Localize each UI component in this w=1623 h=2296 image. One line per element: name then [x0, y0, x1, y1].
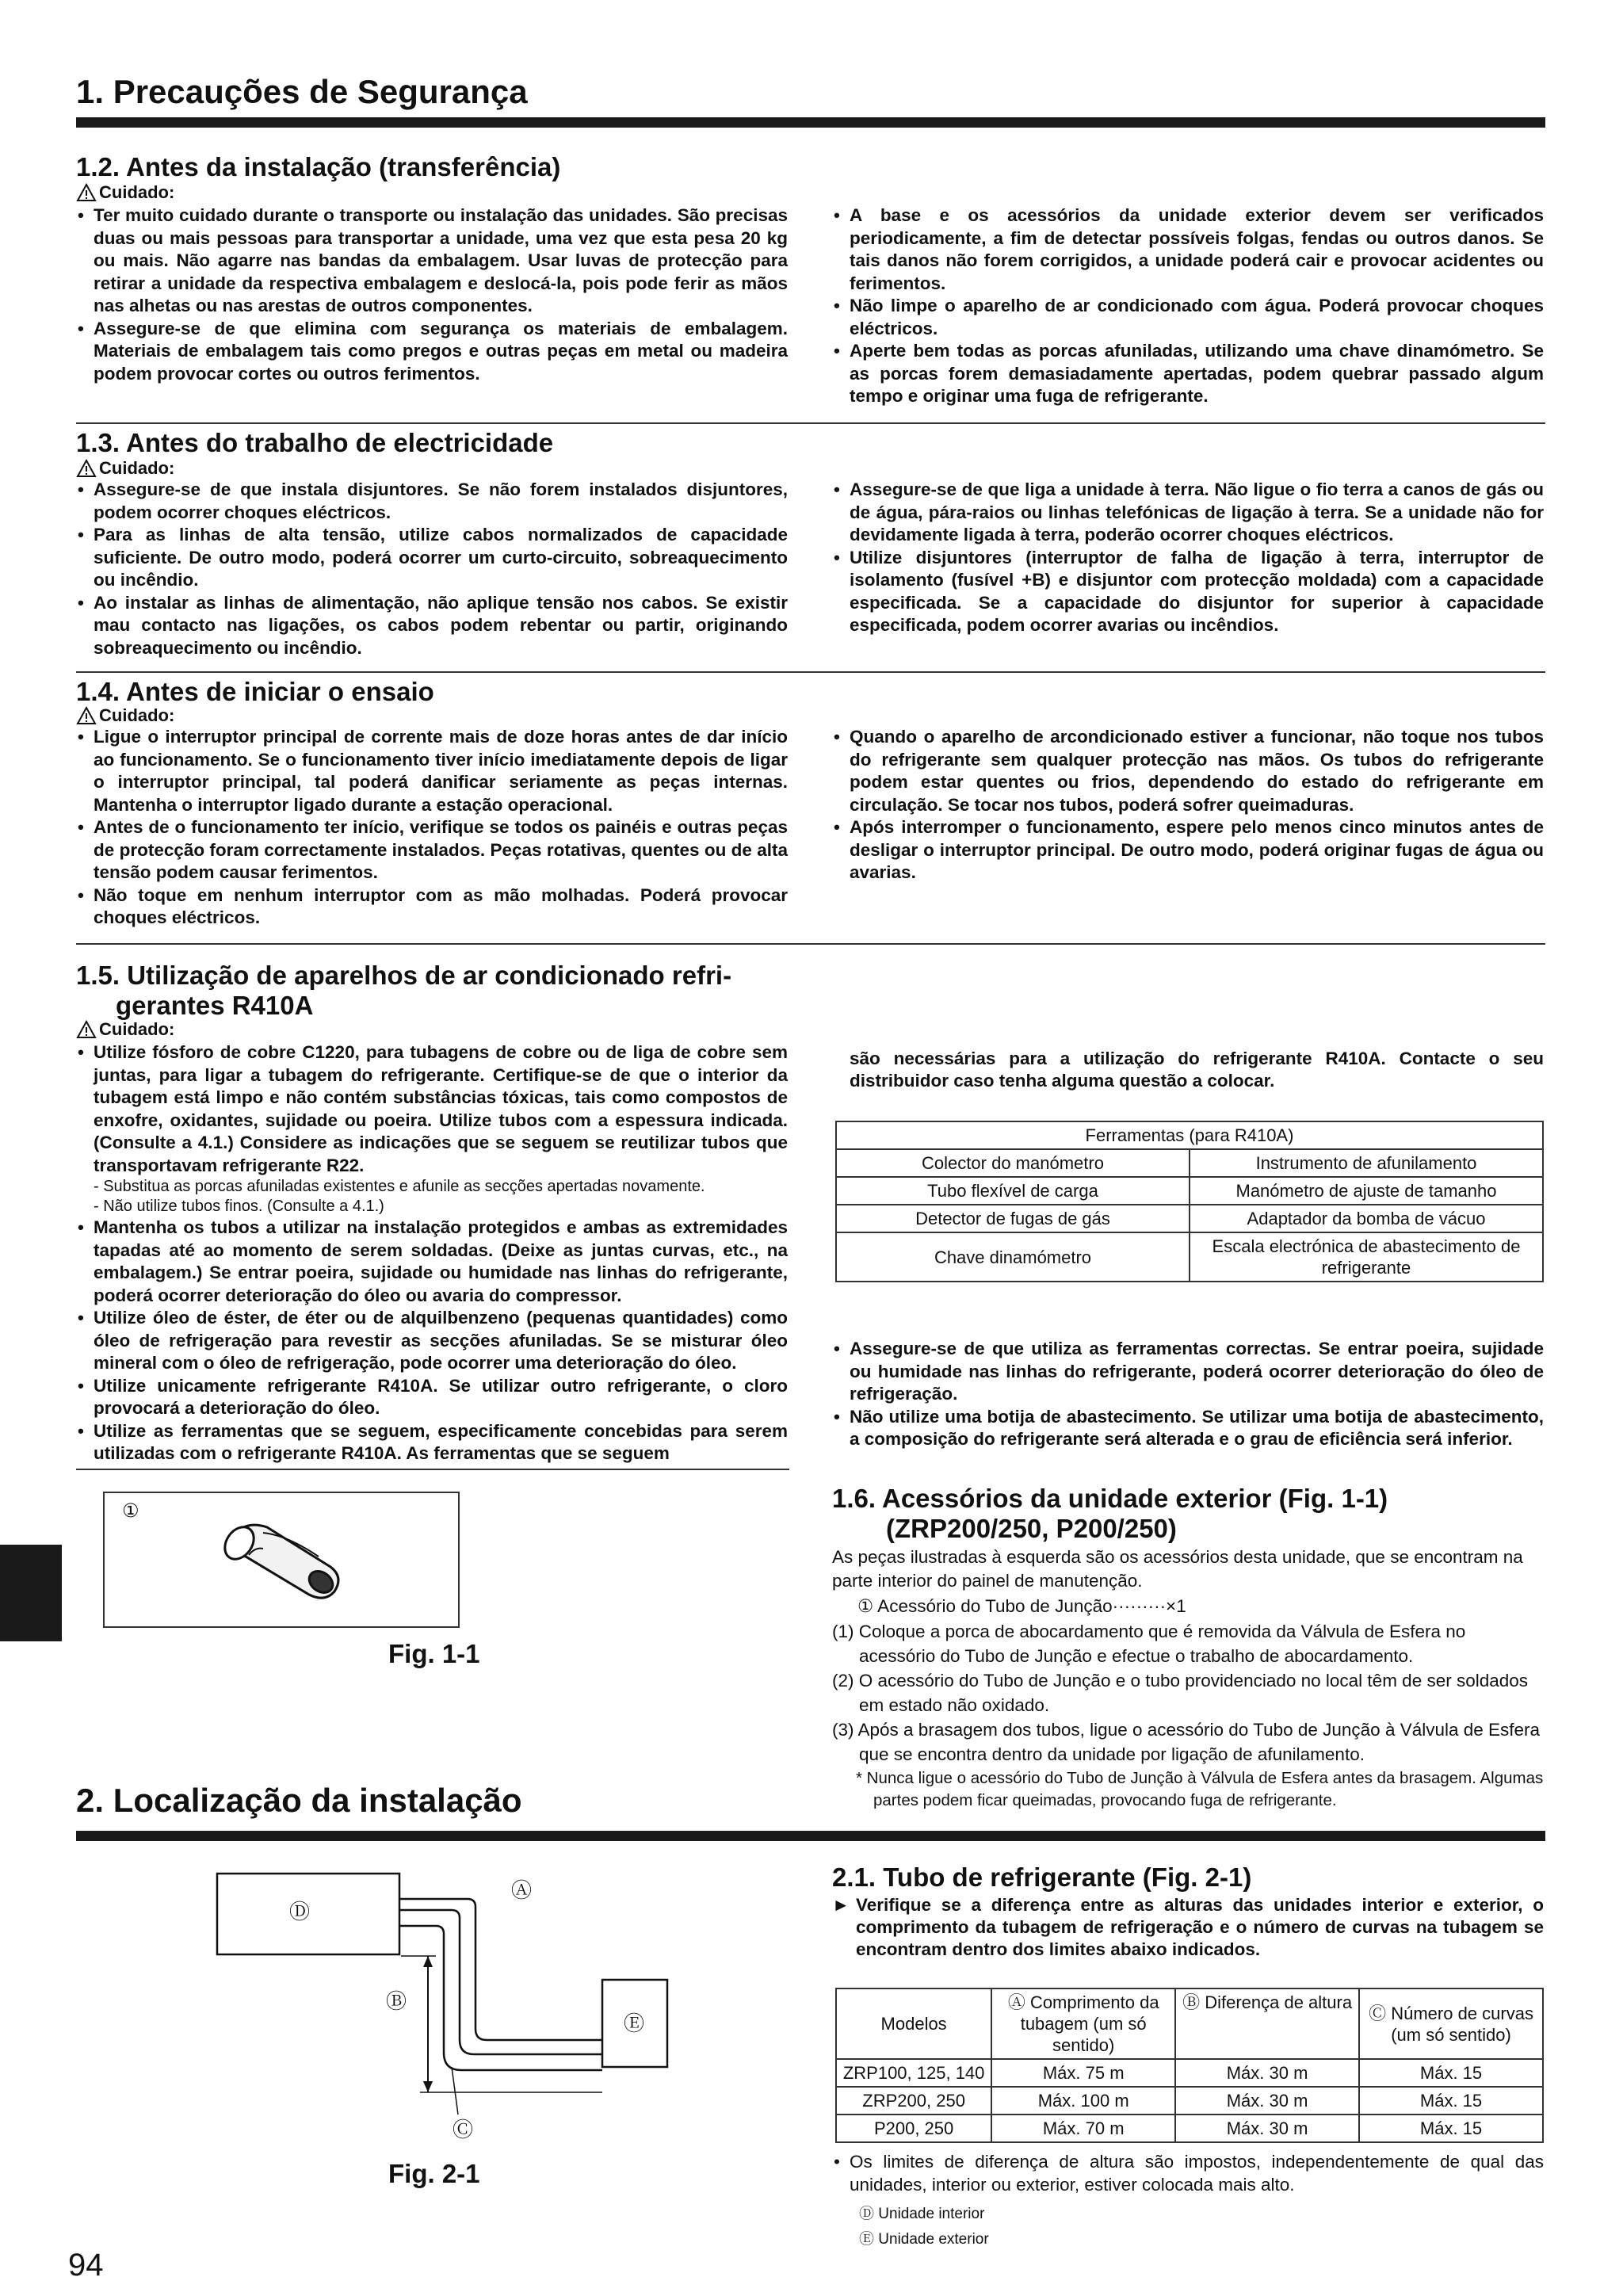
table-row: ZRP200, 250 Máx. 100 m Máx. 30 m Máx. 15	[836, 2087, 1543, 2115]
section-2-rule	[76, 1831, 1545, 1841]
legend-indoor: Ⓓ Unidade interior	[859, 2206, 985, 2222]
fig-1-1-caption: Fig. 1-1	[388, 1639, 480, 1668]
section-2-1-title: 2.1. Tubo de refrigerante (Fig. 2-1)	[832, 1862, 1252, 1892]
list-item: • Utilize as ferramentas que se seguem, especificamente concebidas para serem utilizadas com o refrigerante R410A. As ferramentas que se seguem	[76, 1420, 788, 1465]
section-2-1-intro: ► Verifique se a diferença entre as alturas das unidades interior e exterior, o comprimento da tubagem de refrigeração e o número de curvas na tubagem se encontram dentro dos limites abaixo indicados.	[832, 1895, 1544, 1959]
section-1-3-title: 1.3. Antes do trabalho de electricidade	[76, 428, 554, 457]
divider	[76, 1469, 789, 1470]
pointer-arrow-icon: ►	[832, 1895, 850, 1915]
list-item: • Ligue o interruptor principal de corrente mais de doze horas antes de dar início ao funcionamento. Se o funcionamento tiver início imediatamente depois de ligar o interruptor principal, tal poderá danificar seriamente as peças internas. Mantenha o interruptor ligado durante a estação operacional.	[76, 726, 788, 816]
list-item: • Assegure-se de que liga a unidade à terra. Não ligue o fio terra a canos de gás ou de água, pára-raios ou linhas telefónicas de ligação à terra. Se a unidade não for devidamente ligada à terra, poderão ocorrer choques eléctricos.	[832, 479, 1544, 547]
section-1-6-intro: As peças ilustradas à esquerda são os acessórios desta unidade, que se encontram na parte interior do painel de manutenção.	[832, 1547, 1523, 1591]
label-c: Ⓒ	[452, 2118, 474, 2142]
list-item: • Mantenha os tubos a utilizar na instalação protegidos e ambas as extremidades tapadas até ao momento de serem soldadas. (Deixe as juntas curvas, etc., na embalagem.) Se entrar poeira, sujidade ou humidade nas linhas do refrigerante, poderá ocorrer deterioração do óleo ou avaria do compressor.	[76, 1217, 788, 1307]
table-row: Chave dinamómetro Escala electrónica de abastecimento de refrigerante	[836, 1232, 1543, 1282]
arrow-down-icon	[423, 2081, 433, 2092]
list-item: (1) Coloque a porca de abocardamento que é removida da Válvula de Esfera no acessório do Tubo de Junção e efectue o trabalho de abocardamento.	[832, 1622, 1466, 1666]
sub-note: - Não utilize tubos finos. (Consulte a 4.1.)	[94, 1198, 384, 1215]
list-item: • Assegure-se de que instala disjuntores. Se não forem instalados disjuntores, podem ocorrer choques eléctricos.	[76, 479, 788, 524]
section-1-5-right-list	[832, 1338, 1544, 1451]
section-1-6-title: 1.6. Acessórios da unidade exterior (Fig. 1-1) (ZRP200/250, P200/250)	[832, 1484, 1388, 1543]
joint-pipe-icon	[200, 1507, 358, 1610]
caution-label: Cuidado:	[76, 705, 174, 726]
list-item: • Assegure-se de que elimina com segurança os materiais de embalagem. Materiais de embalagem tais como pregos e outras peças em metal ou madeira podem provocar cortes ou outros ferimentos.	[76, 318, 788, 386]
table-row: P200, 250 Máx. 70 m Máx. 30 m Máx. 15	[836, 2115, 1543, 2142]
list-item: • Aperte bem todas as porcas afuniladas, utilizando uma chave dinamómetro. Se as porcas forem demasiadamente apertadas, podem quebrar passado algum tempo e originar uma fuga de refrigerante.	[832, 340, 1544, 408]
section-1-6-steps	[832, 1619, 1544, 1767]
pipe-line	[399, 1910, 602, 2054]
section-1-2-title: 1.2. Antes da instalação (transferência)	[76, 152, 561, 181]
section-1-2-right-list	[832, 204, 1544, 408]
label-e: Ⓔ	[623, 2012, 645, 2036]
table-header: Ⓐ Comprimento da tubagem (um só sentido)	[991, 1988, 1175, 2059]
list-item: • Os limites de diferença de altura são impostos, independentemente de qual das unidades, interior ou exterior, estiver colocada mais alto.	[832, 2151, 1544, 2196]
section-1-5-title: 1.5. Utilização de aparelhos de ar condicionado refri- gerantes R410A	[76, 961, 732, 1020]
caution-label: Cuidado:	[76, 1019, 174, 1040]
list-item: • A base e os acessórios da unidade exterior devem ser verificados periodicamente, a fim de detectar possíveis folgas, fendas ou outros danos. Se tais danos não forem corrigidos, a unidade poderá cair e provocar acidentes ou ferimentos.	[832, 204, 1544, 295]
list-item: • Utilize óleo de éster, de éter ou de alquilbenzeno (pequenas quantidades) como óleo de refrigeração para revestir as secções afuniladas. Se se misturar óleo mineral com o óleo de refrigeração, pode ocorrer uma deterioração do óleo.	[76, 1307, 788, 1375]
page-number: 94	[68, 2248, 104, 2283]
page-title: 1. Precauções de Segurança	[76, 73, 528, 110]
divider	[76, 422, 1545, 424]
list-item: • Não utilize uma botija de abastecimento. Se utilizar uma botija de abastecimento, a composição do refrigerante será alterada e o grau de eficiência será inferior.	[832, 1406, 1544, 1451]
tools-table	[835, 1121, 1544, 1282]
table-row: Colector do manómetro Instrumento de afunilamento	[836, 1149, 1543, 1177]
table-header: Ferramentas (para R410A)	[836, 1121, 1543, 1149]
list-item: • Assegure-se de que utiliza as ferramentas correctas. Se entrar poeira, sujidade ou humidade nas linhas do refrigerante, poderá ocorrer deterioração do óleo de refrigeração.	[832, 1338, 1544, 1406]
warning-icon	[76, 183, 97, 202]
divider	[76, 943, 1545, 945]
language-side-tab	[0, 1545, 62, 1641]
table-row: Tubo flexível de carga Manómetro de ajuste de tamanho	[836, 1177, 1543, 1205]
section-2-1-notes	[832, 2151, 1544, 2196]
label-d: Ⓓ	[288, 1901, 311, 1924]
list-item: • Ter muito cuidado durante o transporte ou instalação das unidades. São precisas duas ou mais pessoas para transportar a unidade, uma vez que esta pesa 20 kg ou mais. Não agarre nas bandas da embalagem. Usar luvas de protecção para retirar a unidade da respectiva embalagem e deslocá-la, pois pode ferir as mãos nas alhetas ou nas arestas de outros componentes.	[76, 204, 788, 318]
fig-2-1-caption: Fig. 2-1	[388, 2159, 480, 2188]
section-1-5-right-intro: são necessárias para a utilização do refrigerante R410A. Contacte o seu distribuidor caso tenha alguma questão a colocar.	[850, 1049, 1544, 1091]
pipe-line	[399, 1899, 602, 2040]
caution-label: Cuidado:	[76, 458, 174, 479]
legend-outdoor: Ⓔ Unidade exterior	[859, 2231, 989, 2248]
section-1-5-left-list	[76, 1041, 788, 1465]
list-item: • Ao instalar as linhas de alimentação, não aplique tensão nos cabos. Se existir mau contacto nas ligações, os cabos podem rebentar ou partir, originando sobreaquecimento ou incêndio.	[76, 592, 788, 660]
list-item: • Utilize disjuntores (interruptor de falha de ligação à terra, interruptor de isolamento (fusível +B) e disjuntor com protecção moldada) com a capacidade especificada. Se a capacidade do disjuntor for superior à capacidade especificada, podem ocorrer avarias ou incêndios.	[832, 547, 1544, 637]
list-item: • Utilize fósforo de cobre C1220, para tubagens de cobre ou de liga de cobre sem juntas, para ligar a tubagem do refrigerante. Certifique-se de que o interior da tubagem está limpo e não contém substâncias tóxicas, tais como compostos de enxofre, oxidantes, sujidade ou poeira. Utilize tubos com a espessura indicada. (Consulte a 4.1.) Considere as indicações que se seguem se reutilizar tubos que transportavam refrigerante R22.	[76, 1041, 788, 1177]
accessory-item: ① Acessório do Tubo de Junção·········×1	[857, 1596, 1186, 1616]
fig-2-1-diagram	[206, 1862, 682, 2172]
fig-1-1-frame	[103, 1492, 460, 1628]
list-item: • Para as linhas de alta tensão, utilize cabos normalizados de capacidade suficiente. De outro modo, poderá ocorrer um curto-circuito, sobreaquecimento ou incêndio.	[76, 524, 788, 592]
list-item: • Quando o aparelho de arcondicionado estiver a funcionar, não toque nos tubos do refrigerante sem qualquer protecção nas mãos. Os tubos do refrigerante podem estar quentes ou frios, dependendo do estado do refrigerante em circulação. Se tocar nos tubos, poderá sofrer queimaduras.	[832, 726, 1544, 816]
list-item: (2) O acessório do Tubo de Junção e o tubo providenciado no local têm de ser soldados em estado não oxidado.	[832, 1671, 1529, 1715]
list-item: • Antes de o funcionamento ter início, verifique se todos os painéis e outras peças de protecção foram correctamente instalados. Peças rotativas, quentes ou de alta tensão podem causar ferimentos.	[76, 816, 788, 884]
section-1-6-note: * Nunca ligue o acessório do Tubo de Junção à Válvula de Esfera antes da brasagem. Algumas partes podem ficar queimadas, provocando fuga de refrigerante.	[856, 1769, 1544, 1809]
list-item: (3) Após a brasagem dos tubos, ligue o acessório do Tubo de Junção à Válvula de Esfera que se encontra dentro da unidade por ligação de afunilamento.	[832, 1720, 1541, 1764]
list-item: • Utilize unicamente refrigerante R410A. Se utilizar outro refrigerante, o cloro provocará a deterioração do óleo.	[76, 1375, 788, 1420]
section-1-3-right-list	[832, 479, 1544, 637]
warning-icon	[76, 1020, 97, 1039]
arrow-up-icon	[423, 1956, 433, 1967]
section-2-title: 2. Localização da instalação	[76, 1782, 522, 1819]
list-item: • Não toque em nenhum interruptor com as mão molhadas. Poderá provocar choques eléctricos.	[76, 884, 788, 930]
fig-1-1-marker: ①	[122, 1500, 139, 1522]
label-a: Ⓐ	[510, 1879, 533, 1903]
table-header: Ⓑ Diferença de altura	[1175, 1988, 1359, 2059]
section-1-3-left-list	[76, 479, 788, 659]
label-b: Ⓑ	[385, 1990, 407, 2014]
warning-icon	[76, 706, 97, 725]
sub-note: - Substitua as porcas afuniladas existentes e afunile as secções apertadas novamente.	[94, 1178, 705, 1195]
table-header: Modelos	[836, 1988, 991, 2059]
divider	[76, 671, 1545, 673]
list-item: • Após interromper o funcionamento, espere pelo menos cinco minutos antes de desligar o interruptor principal. De outro modo, poderá originar fugas de água ou avarias.	[832, 816, 1544, 884]
title-rule	[76, 117, 1545, 128]
section-1-2-left-list	[76, 204, 788, 385]
table-row: Detector de fugas de gás Adaptador da bomba de vácuo	[836, 1205, 1543, 1232]
table-row: ZRP100, 125, 140 Máx. 75 m Máx. 30 m Máx. 15	[836, 2059, 1543, 2087]
table-header: Ⓒ Número de curvas (um só sentido)	[1359, 1988, 1543, 2059]
pipe-line	[399, 1926, 602, 2070]
section-1-4-right-list	[832, 726, 1544, 884]
limits-table	[835, 1988, 1544, 2143]
section-1-4-title: 1.4. Antes de iniciar o ensaio	[76, 677, 434, 706]
list-item: • Não limpe o aparelho de ar condicionado com água. Poderá provocar choques eléctricos.	[832, 295, 1544, 340]
caution-label: Cuidado:	[76, 182, 174, 203]
warning-icon	[76, 459, 97, 478]
section-1-4-left-list	[76, 726, 788, 930]
